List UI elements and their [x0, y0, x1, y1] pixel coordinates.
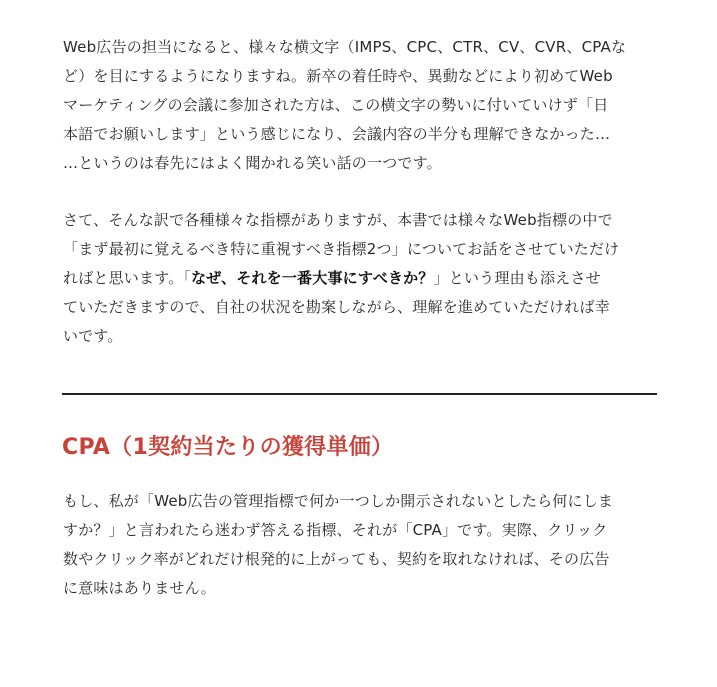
index-intro-line: いです。	[63, 327, 123, 345]
index-intro-line: さて、そんな訳で各種様々な指標がありますが、本書では様々なWeb指標の中で	[63, 211, 613, 229]
intro-line: …というのは春先にはよく聞かれる笑い話の一つです。	[63, 154, 442, 172]
intro-line: Web広告の担当になると、様々な横文字（IMPS、CPC、CTR、CV、CVR、CPAな	[63, 38, 627, 56]
intro-line: マーケティングの会議に参加された方は、この横文字の勢いに付いていけず「日	[63, 96, 609, 114]
cpa-line: もし、私が「Web広告の管理指標で何か一つしか開示されないとしたら何にしま	[63, 492, 614, 510]
section-heading: CPA（1契約当たりの獲得単価）	[62, 435, 394, 460]
cpa-paragraph	[63, 487, 663, 603]
emphasis-text: なぜ、それを一番大事にすべきか？	[191, 269, 434, 287]
index-intro-line: ていただきますので、自社の状況を勘案しながら、理解を進めていただければ幸	[63, 298, 610, 316]
index-intro-line: 「まず最初に覚えるべき特に重視すべき指標2つ」についてお話をさせていただけ	[63, 240, 620, 258]
intro-line: 本語でお願いします」という感じになり、会議内容の半分も理解できなかった…	[63, 125, 611, 143]
intro-line: ど）を目にするようになりますね。新卒の着任時や、異動などにより初めてWeb	[63, 67, 613, 85]
cpa-line: に意味はありません。	[63, 579, 216, 597]
section-divider	[62, 393, 657, 395]
index-intro-line	[63, 264, 663, 293]
index-intro-text: ればと思います。「	[63, 269, 192, 287]
cpa-line: 数やクリック率がどれだけ根発的に上がっても、契約を取れなければ、その広告	[63, 550, 610, 568]
index-intro-paragraph	[63, 206, 663, 351]
cpa-line: すか？」と言われたら迷わず答える指標、それが「CPA」です。実際、クリック	[63, 521, 608, 539]
index-intro-text: 」という理由も添えさせ	[433, 269, 601, 287]
intro-paragraph	[63, 33, 663, 178]
